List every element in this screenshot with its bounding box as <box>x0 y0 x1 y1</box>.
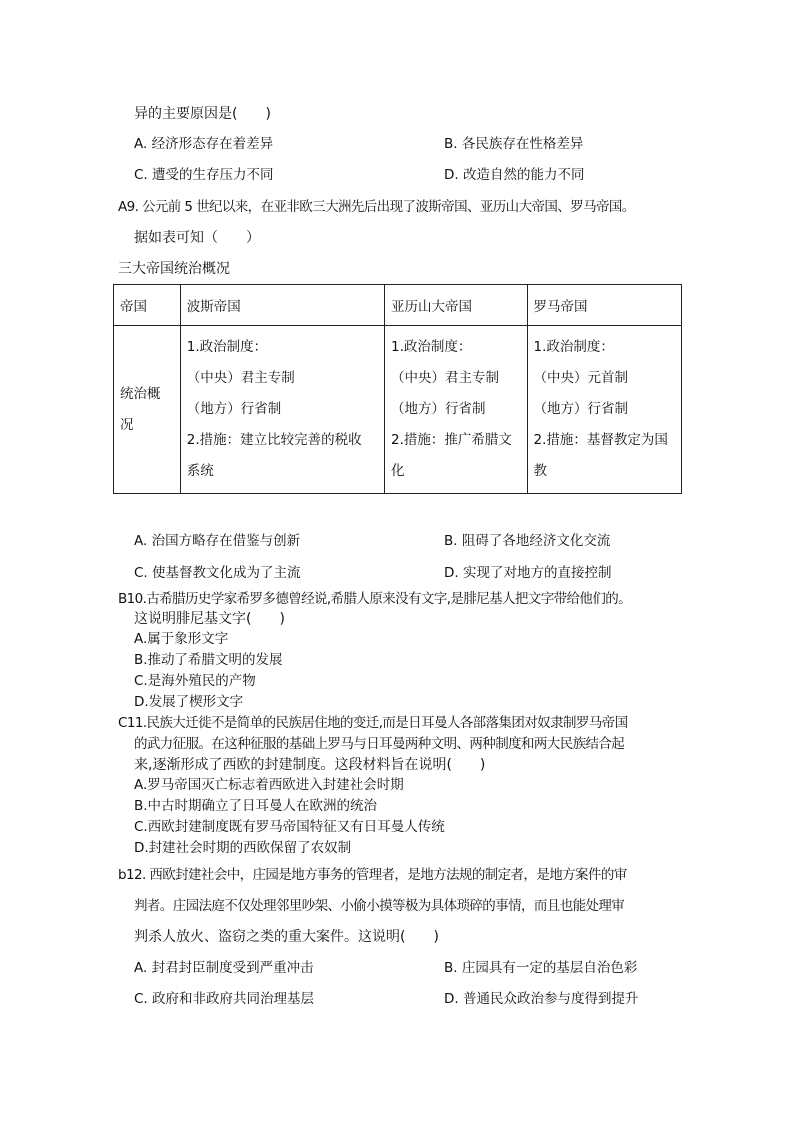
q11-option-b: B.中古时期确立了日耳曼人在欧洲的统治 <box>134 798 378 814</box>
q8-option-a: A. 经济形态存在着差异 <box>134 136 274 152</box>
q10-option-a: A.属于象形文字 <box>134 631 229 647</box>
q10-option-d: D.发展了楔形文字 <box>134 694 244 710</box>
header-cell-rome: 罗马帝国 <box>527 285 681 326</box>
row-label-cell <box>114 326 181 494</box>
rome-cell <box>527 326 681 494</box>
alexander-cell <box>385 326 528 494</box>
q9-stem-line-1: A9. 公元前 5 世纪以来，在亚非欧三大洲先后出现了波斯帝国、亚历山大帝国、罗马帝国。 <box>118 199 635 215</box>
q10-stem-line-1: B10.古希腊历史学家希罗多德曾经说,希腊人原来没有文字,是腓尼基人把文字带给他们的。 <box>118 591 632 607</box>
row-label-line: 况 <box>120 416 134 433</box>
alexander-line: 化 <box>391 463 405 479</box>
persia-line: 2.措施：建立比较完善的税收 <box>186 432 362 448</box>
rome-line: 2.措施：基督教定为国 <box>533 432 668 448</box>
q12-option-a: A. 封君封臣制度受到严重冲击 <box>134 960 314 976</box>
row-label-line: 统治概 <box>120 385 161 402</box>
alexander-line: 2.措施：推广希腊文 <box>391 432 512 448</box>
q9-option-b: B. 阻碍了各地经济文化交流 <box>444 533 611 549</box>
rome-line: 教 <box>533 463 548 479</box>
alexander-line: 1.政治制度： <box>391 339 472 355</box>
empires-table <box>113 284 682 494</box>
header-cell-empire: 帝国 <box>114 285 181 326</box>
alexander-line: （地方）行省制 <box>391 401 486 417</box>
alexander-line: （中央）君主专制 <box>391 370 500 386</box>
q10-option-b: B.推动了希腊文明的发展 <box>134 652 283 668</box>
persia-line: （地方）行省制 <box>186 401 282 417</box>
q12-option-d: D. 普通民众政治参与度得到提升 <box>444 991 639 1007</box>
q12-option-b: B. 庄园具有一定的基层自治色彩 <box>444 960 638 976</box>
q9-option-a: A. 治国方略存在借鉴与创新 <box>134 533 301 549</box>
table-header-row <box>114 285 682 326</box>
q11-option-d: D.封建社会时期的西欧保留了农奴制 <box>134 840 352 856</box>
q12-option-c: C. 政府和非政府共同治理基层 <box>134 991 315 1007</box>
q12-stem-line-3: 判杀人放火、盗窃之类的重大案件。这说明( ) <box>134 929 439 945</box>
q9-stem-line-2: 据如表可知（ ） <box>134 230 260 246</box>
q9-option-c: C. 使基督教文化成为了主流 <box>134 565 301 581</box>
q8-option-c: C. 遭受的生存压力不同 <box>134 167 274 183</box>
persia-line: （中央）君主专制 <box>186 370 295 386</box>
table-row <box>114 326 682 494</box>
rome-line: 1.政治制度： <box>533 339 614 355</box>
q8-option-d: D. 改造自然的能力不同 <box>444 167 585 183</box>
persia-line: 1.政治制度： <box>186 339 268 355</box>
rome-line: （中央）元首制 <box>533 370 629 386</box>
q8-stem-tail: 异的主要原因是( ) <box>134 106 271 122</box>
q10-stem-line-2: 这说明腓尼基文字( ) <box>134 611 285 627</box>
q12-stem-line-1: b12. 西欧封建社会中，庄园是地方事务的管理者，是地方法规的制定者，是地方案件的审 <box>118 867 627 883</box>
q11-stem-line-3: 来,逐渐形成了西欧的封建制度。这段材料旨在说明( ) <box>134 757 486 773</box>
q11-stem-line-1: C11.民族大迁徙不是简单的民族居住地的变迁,而是日耳曼人各部落集团对奴隶制罗马帝国 <box>118 715 628 731</box>
q11-option-a: A.罗马帝国灭亡标志着西欧进入封建社会时期 <box>134 777 404 793</box>
q8-option-b: B. 各民族存在性格差异 <box>444 136 584 152</box>
q11-stem-line-2: 的武力征服。在这种征服的基础上罗马与日耳曼两种文明、两种制度和两大民族结合起 <box>134 736 625 752</box>
header-cell-alexander: 亚历山大帝国 <box>385 285 528 326</box>
q12-stem-line-2: 判者。庄园法庭不仅处理邻里吵架、小偷小摸等极为具体琐碎的事情，而且也能处理审 <box>134 898 625 914</box>
header-cell-persia: 波斯帝国 <box>180 285 384 326</box>
q9-option-d: D. 实现了对地方的直接控制 <box>444 565 612 581</box>
q10-option-c: C.是海外殖民的产物 <box>134 673 256 689</box>
rome-line: （地方）行省制 <box>533 401 629 417</box>
q11-option-c: C.西欧封建制度既有罗马帝国特征又有日耳曼人传统 <box>134 819 445 835</box>
persia-line: 系统 <box>186 463 214 479</box>
persia-cell <box>180 326 384 494</box>
q9-table-title: 三大帝国统治概况 <box>118 261 230 277</box>
